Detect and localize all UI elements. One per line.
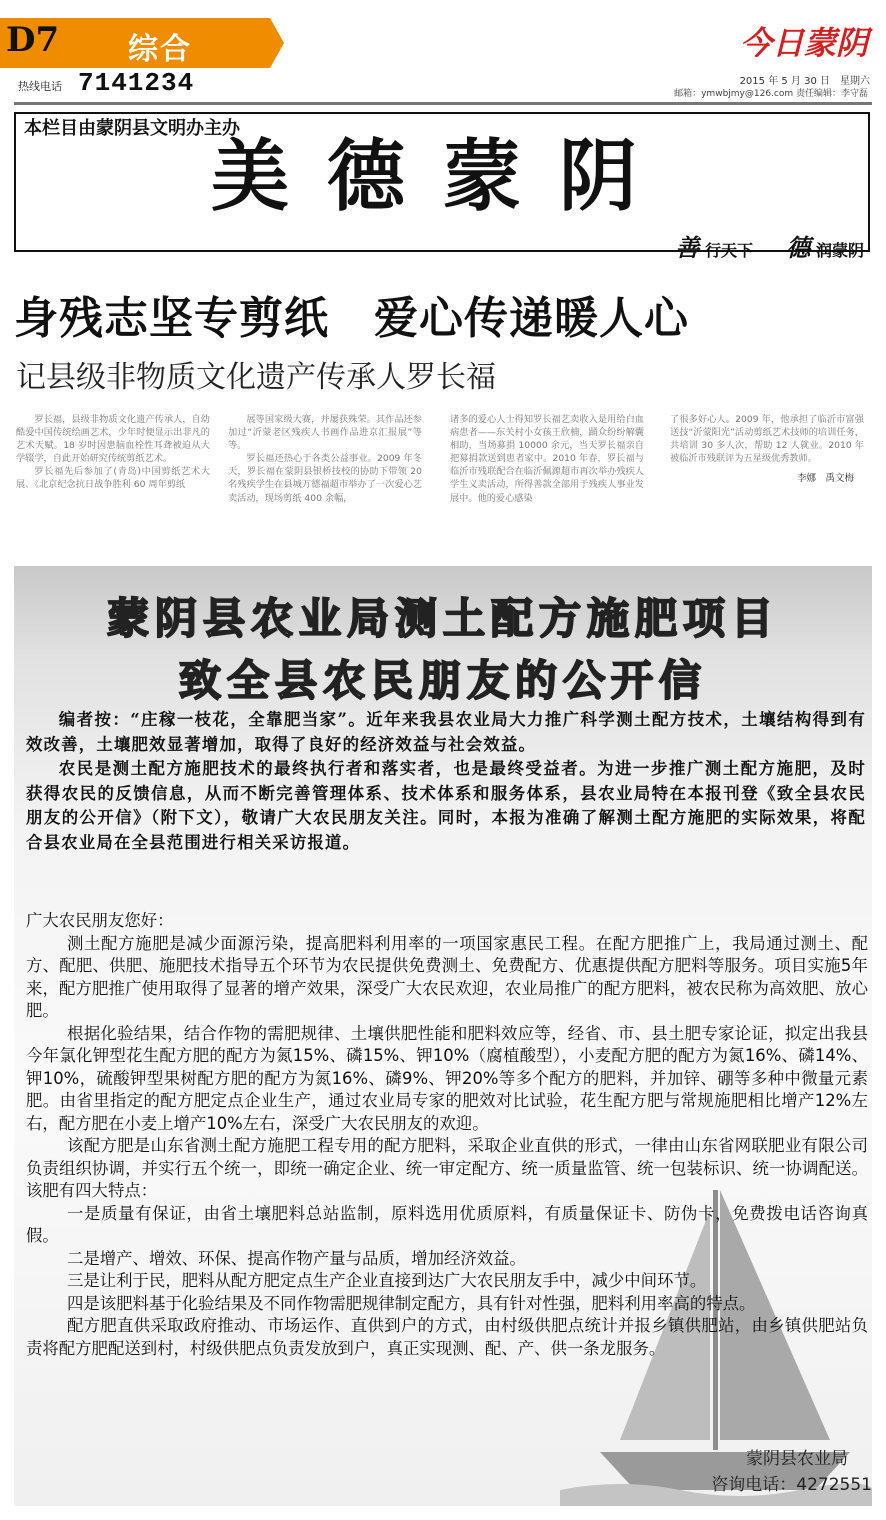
letter-greeting: 广大农民朋友您好： (26, 911, 174, 930)
editor-contact: 邮箱：ymwbjmy@126.com 责任编辑：李守磊 (674, 89, 868, 99)
letter-body (26, 910, 868, 1360)
letter-paragraph: 四是该肥料基于化验结果及不同作物需肥规律制定配方，具有针对性强，肥料利用率高的特点。 (67, 1293, 756, 1313)
letter-paragraph: 测土配方施肥是减少面源污染，提高肥料利用率的一项国家惠民工程。在配方肥推广上，我局通过测土、配方、配肥、供肥、施肥技术指导五个环节为农民提供免费测土、免费配方、优惠提供配方肥料等服务。项目实施5年来，配方肥推广使用取得了显著的增产效果，深受广大农民欢迎，农业局推广的配方肥料，被农民称为高效肥、放心肥。 (26, 933, 868, 1020)
letter-paragraph: 根据化验结果，结合作物的需肥规律、土壤供肥性能和肥料效应等，经省、市、县土肥专家论证，拟定出我县今年氯化钾型花生配方肥的配方为氮15%、磷15%、钾10%（腐植酸型），小麦配方肥的配方为氮16%、磷14%、钾10%，硫酸钾型果树配方肥的配方为氮16%、磷9%、钾20%等多个配方的肥料，并加锌、硼等多种中微量元素肥。由省里指定的配方肥定点企业生产，通过农业局专家的肥效对比试验，花生配方肥与常规施肥相比增产12%左右，配方肥在小麦上增产10%左右，深受广大农民朋友的欢迎。 (26, 1023, 868, 1133)
editor-note-paragraph: 农民是测土配方施肥技术的最终执行者和落实者，也是最终受益者。为进一步推广测土配方施肥，及时获得农民的反馈信息，从而不断完善管理体系、技术体系和服务体系，县农业局特在本报刊登《致全县农民朋友的公开信》（附下文），敬请广大农民朋友关注。同时，本报为准确了解测土配方施肥的实际效果，将配合县农业局在全县范围进行相关采访报道。 (26, 759, 866, 852)
article-column-2 (228, 413, 422, 505)
article-column-4 (670, 413, 864, 465)
letter-paragraph: 该配方肥是山东省测土配方施肥工程专用的配方肥料，采取企业直供的形式，一律由山东省网联肥业有限公司负责组织协调，并实行五个统一，即统一确定企业、统一审定配方、统一质量监管、统一包装标识、统一协调配送。该肥有四大特点： (26, 1136, 868, 1200)
article-headline: 身残志坚专剪纸 爱心传递暖人心 (14, 293, 689, 344)
motto-a-text: 行天下 (704, 241, 753, 260)
column-sponsor: 本栏目由蒙阴县文明办主办 (24, 118, 240, 139)
article-column-1 (16, 413, 210, 492)
motto-a-char: 善 (675, 233, 700, 262)
column-title: 美德蒙阴 (210, 131, 675, 222)
letter-paragraph: 三是让利于民，肥料从配方肥定点生产企业直接到达广大农民朋友手中，减少中间环节。 (67, 1271, 707, 1290)
consult-phone-number: 4272551 (796, 1475, 872, 1495)
article-authors: 李娜 禹文梅 (797, 473, 855, 484)
article-paragraph: 罗长福还热心于各类公益事业。2009 年冬天，罗长福在蒙阴县银桥技校的协助下带领 20 名残疾学生在县城万德福超市举办了一次爱心艺卖活动，现场剪纸 400 余幅， (228, 453, 422, 504)
letter-paragraph: 配方肥直供采取政府推动、市场运作、直供到户的方式，由村级供肥点统计并报乡镇供肥站，由乡镇供肥站负责将配方肥配送到村，村级供肥点负责发放到户，真正实现测、配、产、供一条龙服务。 (26, 1316, 868, 1358)
article-paragraph: 了很多好心人。2009 年，他承担了临沂市富强送技“沂蒙阳光”活动剪纸艺术技师的培训任务，共培训 30 多人次，帮助 12 人就业。2010 年被临沂市残联评为五星级优秀教师。 (670, 414, 864, 465)
section-title: 综合 (128, 32, 192, 67)
masthead-logo: 今日蒙阴 (739, 24, 868, 62)
header-divider (14, 102, 872, 105)
column-motto (675, 228, 864, 263)
article-paragraph: 展等国家级大赛，并屡获殊荣。其作品还参加过“沂蒙老区残疾人书画作品进京汇报展”等等。 (228, 414, 422, 452)
motto-b-text: 润蒙阴 (815, 241, 864, 260)
letter-paragraph: 二是增产、增效、环保、提高作物产量与品质，增加经济效益。 (67, 1248, 526, 1268)
article-subhead: 记县级非物质文化遗产传承人罗长福 (16, 360, 496, 395)
article-paragraph: 罗长福，县级非物质文化遗产传承人，自幼酷爱中国传统绘画艺术，少年时便显示出非凡的艺术天赋。18 岁时因患脑血栓性耳聋被迫从大学辍学，自此开始研究传统剪纸艺术。 (16, 414, 210, 465)
hotline-label: 热线电话 (18, 80, 62, 93)
letter-title-line-1: 蒙阴县农业局测土配方施肥项目 (106, 594, 779, 643)
hotline-number: 7141234 (78, 68, 195, 98)
motto-b-char: 德 (786, 233, 811, 262)
consult-phone-label: 咨询电话： (711, 1475, 797, 1495)
letter-paragraph: 一是质量有保证，由省土壤肥料总站监制，原料选用优质原料，有质量保证卡、防伪卡，免费拨电话咨询真假。 (26, 1203, 868, 1245)
article-paragraph: 诸多的爱心人士得知罗长福艺卖收入是用给白血病患者——东关村小女孩王欣楠，踊众纷纷解囊相助，当场募捐 10000 余元，当天罗长福亲自把募捐款送到患者家中。2010 年春，罗长福与临沂市残联配合在临沂佩源超市再次举办残疾人学生义卖活动，所得善款全部用于残疾人事业发展中。他的爱心感染 (450, 414, 644, 504)
consult-phone (711, 1470, 872, 1495)
letter-title-line-2: 致全县农民朋友的公开信 (178, 656, 707, 705)
issue-date: 2015 年 5 月 30 日 星期六 (739, 76, 870, 87)
page-code: D7 (6, 20, 60, 60)
editor-note-paragraph: 编者按：“庄稼一枝花，全靠肥当家”。近年来我县农业局大力推广科学测土配方技术，土壤结构得到有效改善，土壤肥效显著增加，取得了良好的经济效益与社会效益。 (26, 710, 866, 754)
article-column-3 (450, 413, 644, 505)
article-paragraph: 罗长福先后参加了(青岛)中国剪纸艺术大展、《北京纪念抗日战争胜利 60 周年剪纸 (16, 466, 210, 491)
letter-signature: 蒙阴县农业局 (746, 1449, 848, 1469)
editor-note (26, 708, 866, 855)
